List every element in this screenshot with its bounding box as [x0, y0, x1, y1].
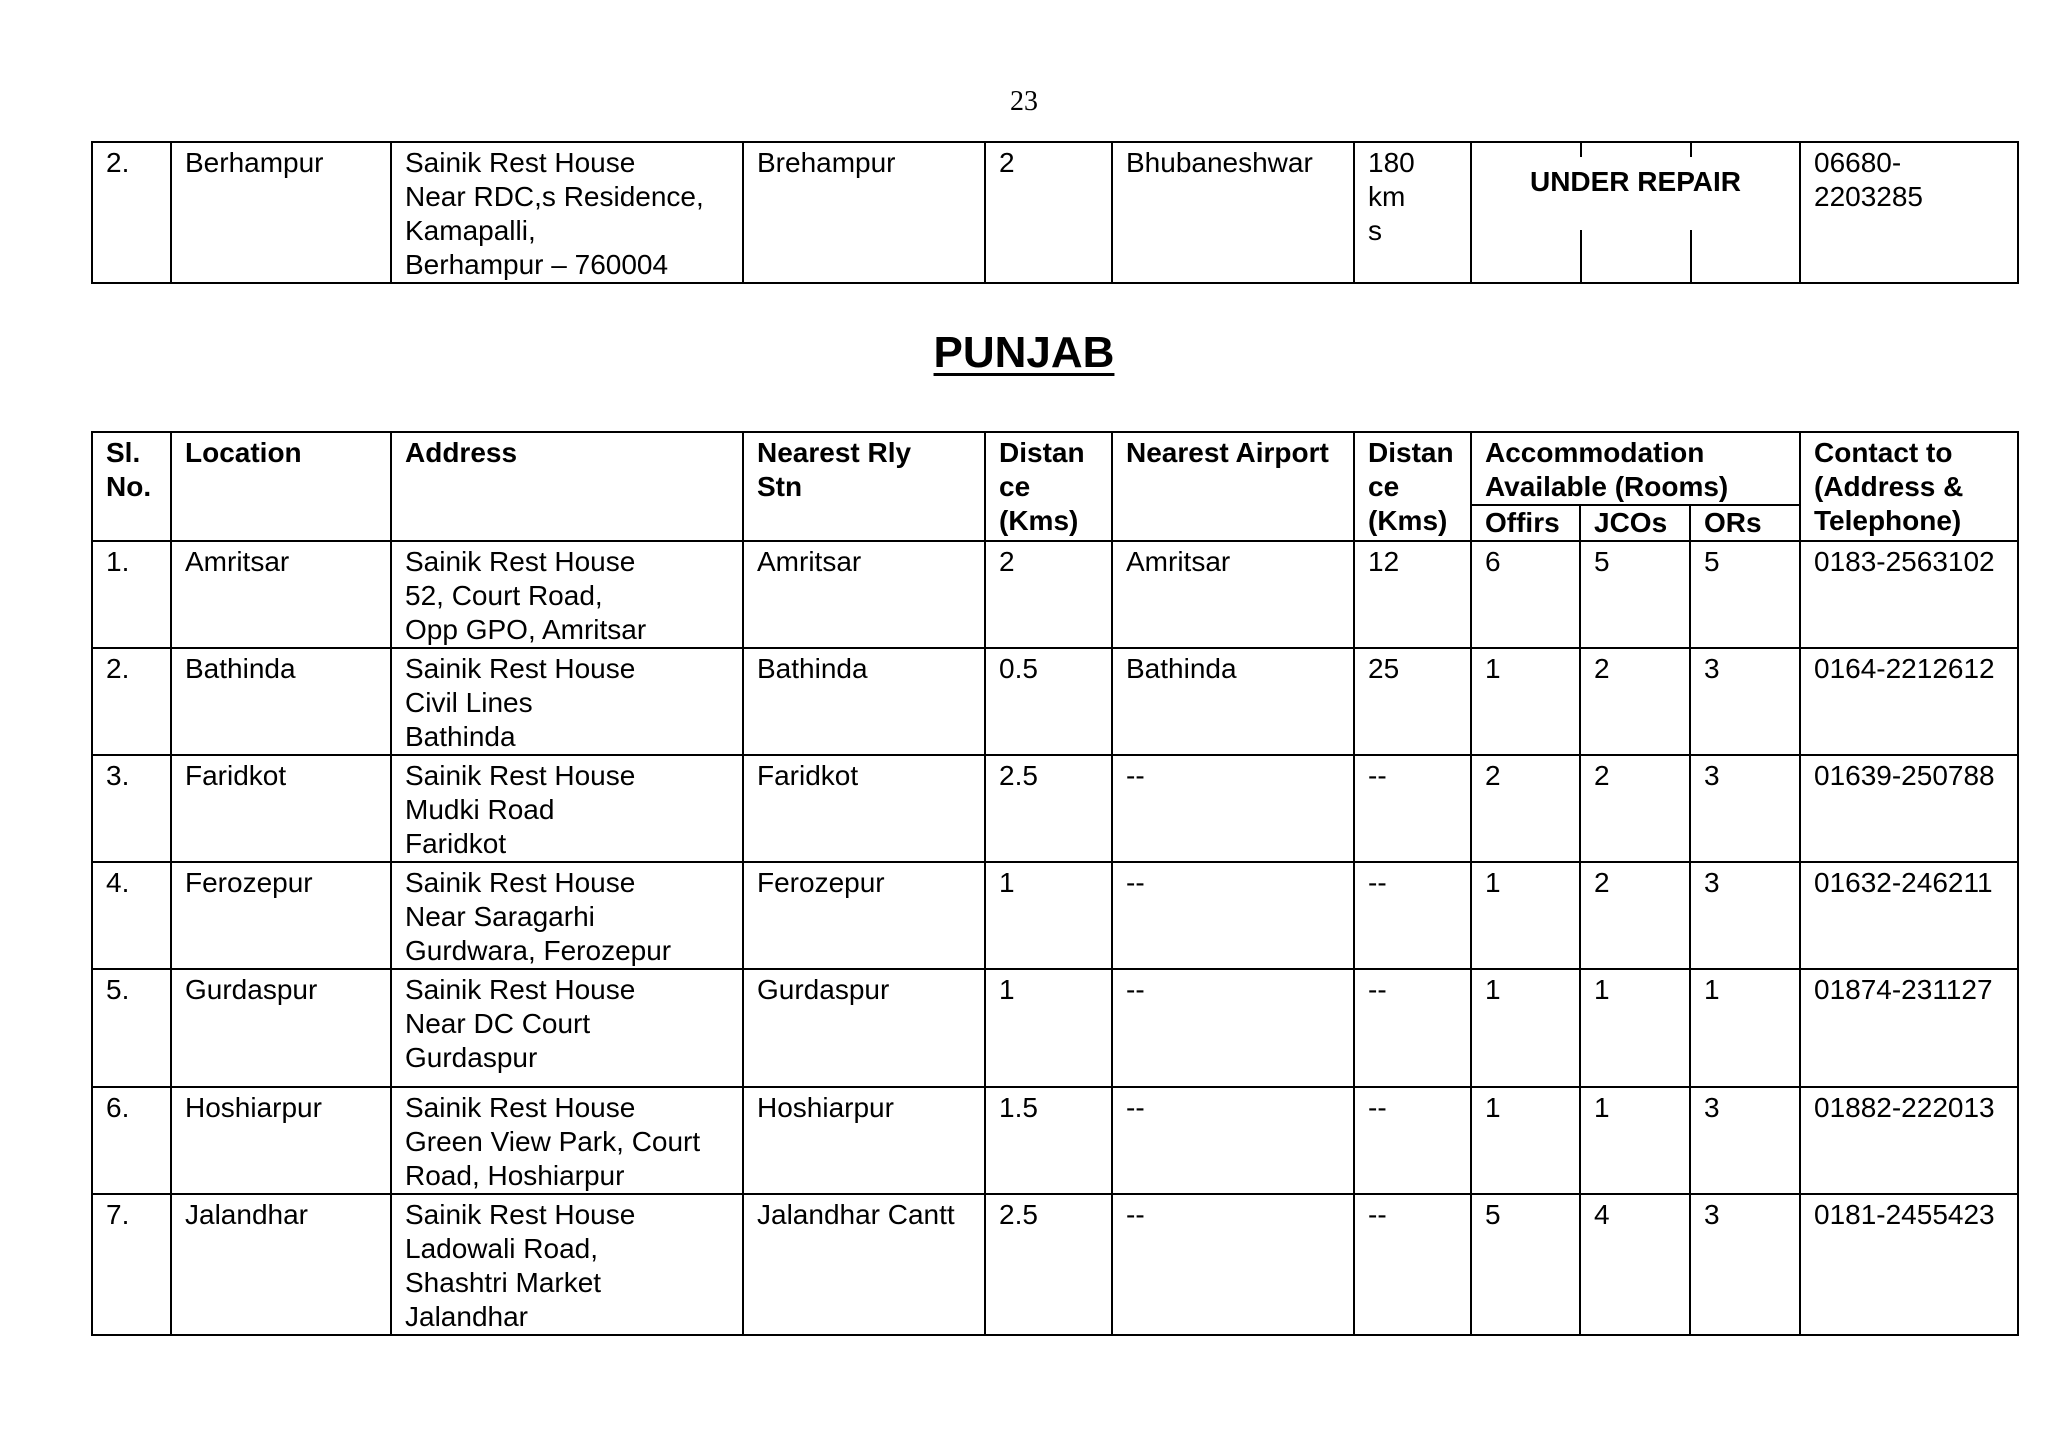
ors-cell: 3 [1690, 1087, 1800, 1194]
location-cell: Jalandhar [171, 1194, 391, 1335]
table-row [92, 142, 2018, 283]
address-cell: Sainik Rest House Ladowali Road, Shashtri Market Jalandhar [391, 1194, 743, 1335]
airport-cell: -- [1112, 1087, 1354, 1194]
air-distance-cell: 12 [1354, 541, 1471, 648]
sl-cell: 2. [92, 142, 171, 283]
ors-cell: 3 [1690, 648, 1800, 755]
airport-cell: -- [1112, 862, 1354, 969]
sl-cell: 6. [92, 1087, 171, 1194]
rly-distance-cell: 2.5 [985, 1194, 1112, 1335]
jcos-cell: 2 [1580, 862, 1690, 969]
rly-distance-cell: 2 [985, 541, 1112, 648]
table-row [92, 1087, 2018, 1194]
location-cell: Amritsar [171, 541, 391, 648]
contact-cell: 01639-250788 [1800, 755, 2018, 862]
offirs-cell: 2 [1471, 755, 1580, 862]
table-row [92, 541, 2018, 648]
table-row [92, 862, 2018, 969]
sl-cell: 4. [92, 862, 171, 969]
jcos-cell: 5 [1580, 541, 1690, 648]
rly-stn-cell: Jalandhar Cantt [743, 1194, 985, 1335]
airport-cell: Bathinda [1112, 648, 1354, 755]
ors-cell: 5 [1690, 541, 1800, 648]
ors-cell: 3 [1690, 1194, 1800, 1335]
rly-stn-cell: Faridkot [743, 755, 985, 862]
punjab-table [91, 431, 2019, 1336]
header-air-distance: Distan ce (Kms) [1354, 432, 1471, 541]
air-distance-cell: -- [1354, 1194, 1471, 1335]
header-contact: Contact to (Address & Telephone) [1800, 432, 2018, 541]
location-cell: Ferozepur [171, 862, 391, 969]
rly-stn-cell: Brehampur [743, 142, 985, 283]
air-distance-cell: -- [1354, 969, 1471, 1087]
sl-cell: 5. [92, 969, 171, 1087]
rly-distance-cell: 2 [985, 142, 1112, 283]
contact-cell: 0183-2563102 [1800, 541, 2018, 648]
header-offirs: Offirs [1471, 505, 1580, 541]
header-row [92, 432, 2018, 505]
airport-cell: Bhubaneshwar [1112, 142, 1354, 283]
jcos-cell: 2 [1580, 648, 1690, 755]
rly-stn-cell: Ferozepur [743, 862, 985, 969]
address-cell: Sainik Rest House Near RDC,s Residence, Kamapalli, Berhampur – 760004 [391, 142, 743, 283]
jcos-cell: 1 [1580, 1087, 1690, 1194]
air-distance-cell: 180 km s [1354, 142, 1471, 283]
air-distance-cell: -- [1354, 755, 1471, 862]
jcos-cell: 2 [1580, 755, 1690, 862]
header-ors: ORs [1690, 505, 1800, 541]
location-cell: Bathinda [171, 648, 391, 755]
accommodation-cell [1471, 142, 1800, 283]
contact-cell: 06680- 2203285 [1800, 142, 2018, 283]
contact-cell: 01882-222013 [1800, 1087, 2018, 1194]
ors-cell: 3 [1690, 862, 1800, 969]
contact-cell: 01632-246211 [1800, 862, 2018, 969]
rly-distance-cell: 0.5 [985, 648, 1112, 755]
offirs-cell: 1 [1471, 1087, 1580, 1194]
offirs-cell: 1 [1471, 862, 1580, 969]
rly-stn-cell: Bathinda [743, 648, 985, 755]
header-accommodation: Accommodation Available (Rooms) [1471, 432, 1800, 505]
location-cell: Berhampur [171, 142, 391, 283]
rly-distance-cell: 1 [985, 862, 1112, 969]
rly-stn-cell: Hoshiarpur [743, 1087, 985, 1194]
header-location: Location [171, 432, 391, 541]
rly-distance-cell: 1.5 [985, 1087, 1112, 1194]
airport-cell: -- [1112, 969, 1354, 1087]
rly-stn-cell: Amritsar [743, 541, 985, 648]
location-cell: Faridkot [171, 755, 391, 862]
airport-cell: -- [1112, 1194, 1354, 1335]
contact-cell: 01874-231127 [1800, 969, 2018, 1087]
airport-cell: Amritsar [1112, 541, 1354, 648]
table-row [92, 1194, 2018, 1335]
jcos-cell: 1 [1580, 969, 1690, 1087]
air-distance-cell: -- [1354, 862, 1471, 969]
ors-cell: 3 [1690, 755, 1800, 862]
section-title: PUNJAB [933, 328, 1115, 377]
page-number: 23 [1010, 86, 1038, 117]
header-airport: Nearest Airport [1112, 432, 1354, 541]
address-cell: Sainik Rest House Mudki Road Faridkot [391, 755, 743, 862]
location-cell: Hoshiarpur [171, 1087, 391, 1194]
offirs-cell: 1 [1471, 969, 1580, 1087]
sl-cell: 2. [92, 648, 171, 755]
address-cell: Sainik Rest House 52, Court Road, Opp GPO, Amritsar [391, 541, 743, 648]
table-row [92, 755, 2018, 862]
address-cell: Sainik Rest House Civil Lines Bathinda [391, 648, 743, 755]
continued-table [91, 141, 2019, 284]
air-distance-cell: -- [1354, 1087, 1471, 1194]
air-distance-cell: 25 [1354, 648, 1471, 755]
ors-cell: 1 [1690, 969, 1800, 1087]
sl-cell: 1. [92, 541, 171, 648]
offirs-cell: 1 [1471, 648, 1580, 755]
header-address: Address [391, 432, 743, 541]
location-cell: Gurdaspur [171, 969, 391, 1087]
address-cell: Sainik Rest House Near DC Court Gurdaspur [391, 969, 743, 1087]
offirs-cell: 5 [1471, 1194, 1580, 1335]
sl-cell: 7. [92, 1194, 171, 1335]
contact-cell: 0164-2212612 [1800, 648, 2018, 755]
airport-cell: -- [1112, 755, 1354, 862]
rly-distance-cell: 1 [985, 969, 1112, 1087]
sl-cell: 3. [92, 755, 171, 862]
address-cell: Sainik Rest House Green View Park, Court Road, Hoshiarpur [391, 1087, 743, 1194]
table-row [92, 969, 2018, 1087]
offirs-cell: 6 [1471, 541, 1580, 648]
address-cell: Sainik Rest House Near Saragarhi Gurdwara, Ferozepur [391, 862, 743, 969]
header-rly-distance: Distan ce (Kms) [985, 432, 1112, 541]
table-row [92, 648, 2018, 755]
header-rly-stn: Nearest Rly Stn [743, 432, 985, 541]
rly-stn-cell: Gurdaspur [743, 969, 985, 1087]
header-sl: Sl. No. [92, 432, 171, 541]
rly-distance-cell: 2.5 [985, 755, 1112, 862]
under-repair-note: UNDER REPAIR [1472, 165, 1799, 199]
contact-cell: 0181-2455423 [1800, 1194, 2018, 1335]
jcos-cell: 4 [1580, 1194, 1690, 1335]
header-jcos: JCOs [1580, 505, 1690, 541]
